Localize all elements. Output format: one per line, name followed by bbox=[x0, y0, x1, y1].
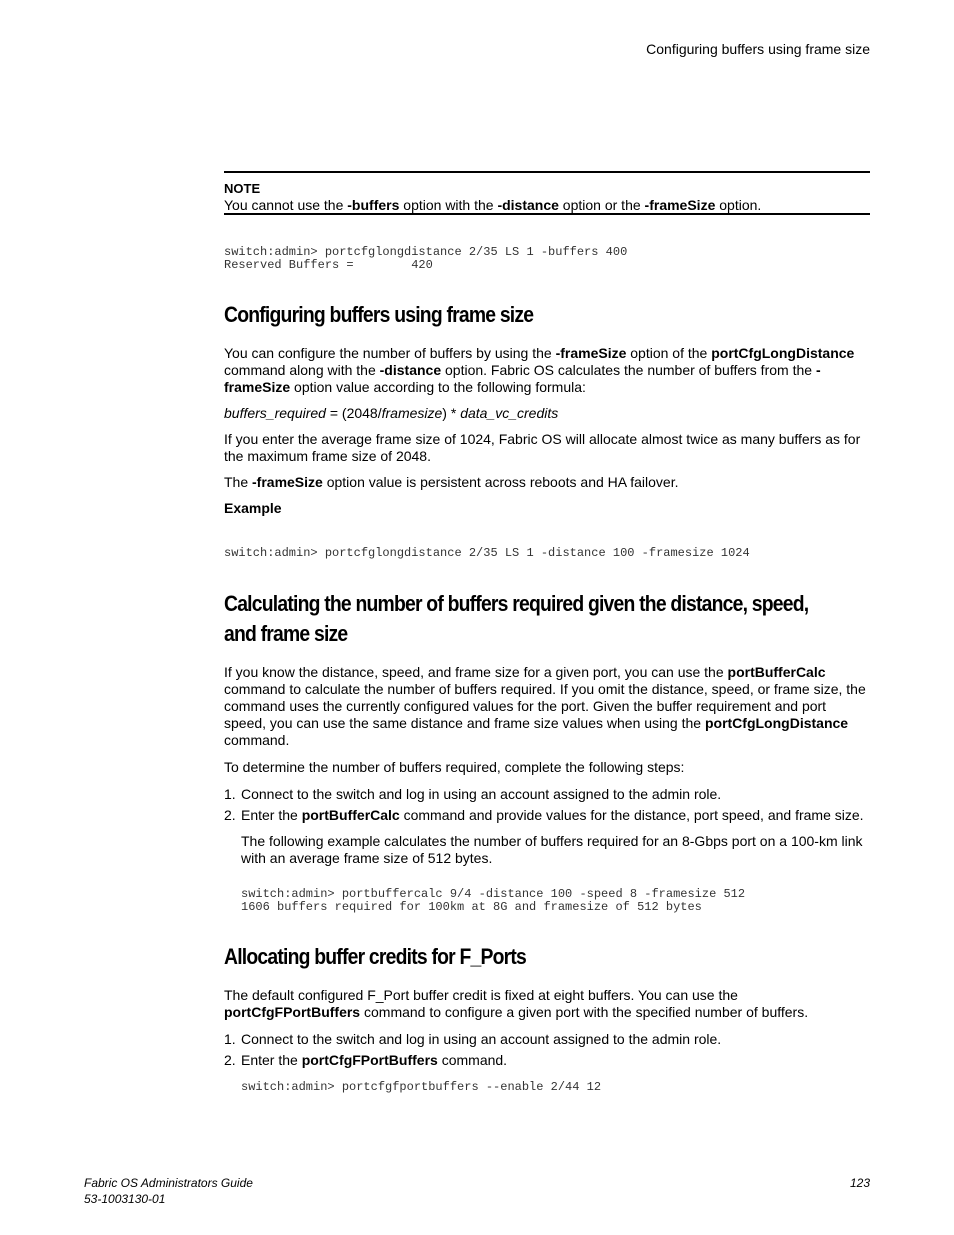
code-block-fportbuffers: switch:admin> portcfgfportbuffers --enable 2/44 12 bbox=[241, 1080, 602, 1094]
running-header: Configuring buffers using frame size bbox=[646, 41, 870, 57]
section1-paragraph-3: The -frameSize option value is persistent across reboots and HA failover. bbox=[224, 474, 679, 490]
code-line: 1606 buffers required for 100km at 8G and framesize of 512 bytes bbox=[241, 900, 702, 914]
footer-doc-number: 53-1003130-01 bbox=[84, 1192, 166, 1206]
footer-guide-title: Fabric OS Administrators Guide bbox=[84, 1176, 253, 1190]
section1-paragraph-1: You can configure the number of buffers by using the -frameSize option of the portCfgLongDistance command along with the -distance option. Fabric OS calculates the number of buffers from the -frameSize option value according to the following formula: bbox=[224, 345, 855, 395]
step-1 bbox=[224, 786, 870, 803]
code-line: switch:admin> portcfglongdistance 2/35 LS 1 -buffers 400 bbox=[224, 245, 628, 259]
heading-line: Calculating the number of buffers required given the distance, speed, bbox=[224, 591, 809, 616]
section2-paragraph-2: To determine the number of buffers required, complete the following steps: bbox=[224, 759, 685, 775]
step-number: 2. bbox=[224, 1052, 236, 1068]
section-heading-calculating bbox=[224, 589, 809, 649]
step-2-detail: The following example calculates the number of buffers required for an 8-Gbps port on a 100-km link with an average frame size of 512 bytes. bbox=[241, 833, 863, 866]
step-text: Connect to the switch and log in using an account assigned to the admin role. bbox=[241, 1031, 722, 1047]
heading-line: and frame size bbox=[224, 621, 348, 646]
section2-paragraph-1: If you know the distance, speed, and frame size for a given port, you can use the portBufferCalc command to calculate the number of buffers required. If you omit the distance, speed, or frame size, the command uses the currently configured values for the port. Given the buffer requirement and port speed, you can use the same distance and frame size values when using the portCfgLongDistance command. bbox=[224, 664, 866, 748]
step-text: Connect to the switch and log in using an account assigned to the admin role. bbox=[241, 786, 722, 802]
code-block-buffers bbox=[224, 246, 627, 272]
f-step-1 bbox=[224, 1031, 870, 1048]
section3-paragraph-1: The default configured F_Port buffer credit is fixed at eight buffers. You can use the portCfgFPortBuffers command to configure a given port with the specified number of buffers. bbox=[224, 987, 809, 1020]
note-text: You cannot use the -buffers option with the -distance option or the -frameSize option. bbox=[224, 197, 762, 213]
step-2: 2. Enter the portBufferCalc command and provide values for the distance, port speed, and frame size. bbox=[224, 807, 864, 823]
step-number: 1. bbox=[224, 786, 236, 802]
section-heading-frame-size: Configuring buffers using frame size bbox=[224, 302, 534, 327]
section-heading-fports: Allocating buffer credits for F_Ports bbox=[224, 944, 527, 969]
example-label: Example bbox=[224, 500, 282, 516]
note-top-rule bbox=[224, 171, 870, 173]
step-number: 1. bbox=[224, 1031, 236, 1047]
step-number: 2. bbox=[224, 807, 236, 823]
formula: buffers_required = (2048/framesize) * data_vc_credits bbox=[224, 405, 559, 421]
footer-page-number: 123 bbox=[849, 1176, 870, 1190]
code-line: switch:admin> portbuffercalc 9/4 -distance 100 -speed 8 -framesize 512 bbox=[241, 887, 746, 901]
code-block-framesize: switch:admin> portcfglongdistance 2/35 LS 1 -distance 100 -framesize 1024 bbox=[224, 546, 750, 560]
note-label: NOTE bbox=[224, 181, 261, 196]
code-block-portbuffercalc bbox=[241, 888, 745, 914]
note-bottom-rule bbox=[224, 213, 870, 215]
f-step-2: 2. Enter the portCfgFPortBuffers command. bbox=[224, 1052, 508, 1068]
section1-paragraph-2: If you enter the average frame size of 1024, Fabric OS will allocate almost twice as many buffers as for the maximum frame size of 2048. bbox=[224, 431, 861, 464]
code-line: Reserved Buffers = 420 bbox=[224, 258, 433, 272]
